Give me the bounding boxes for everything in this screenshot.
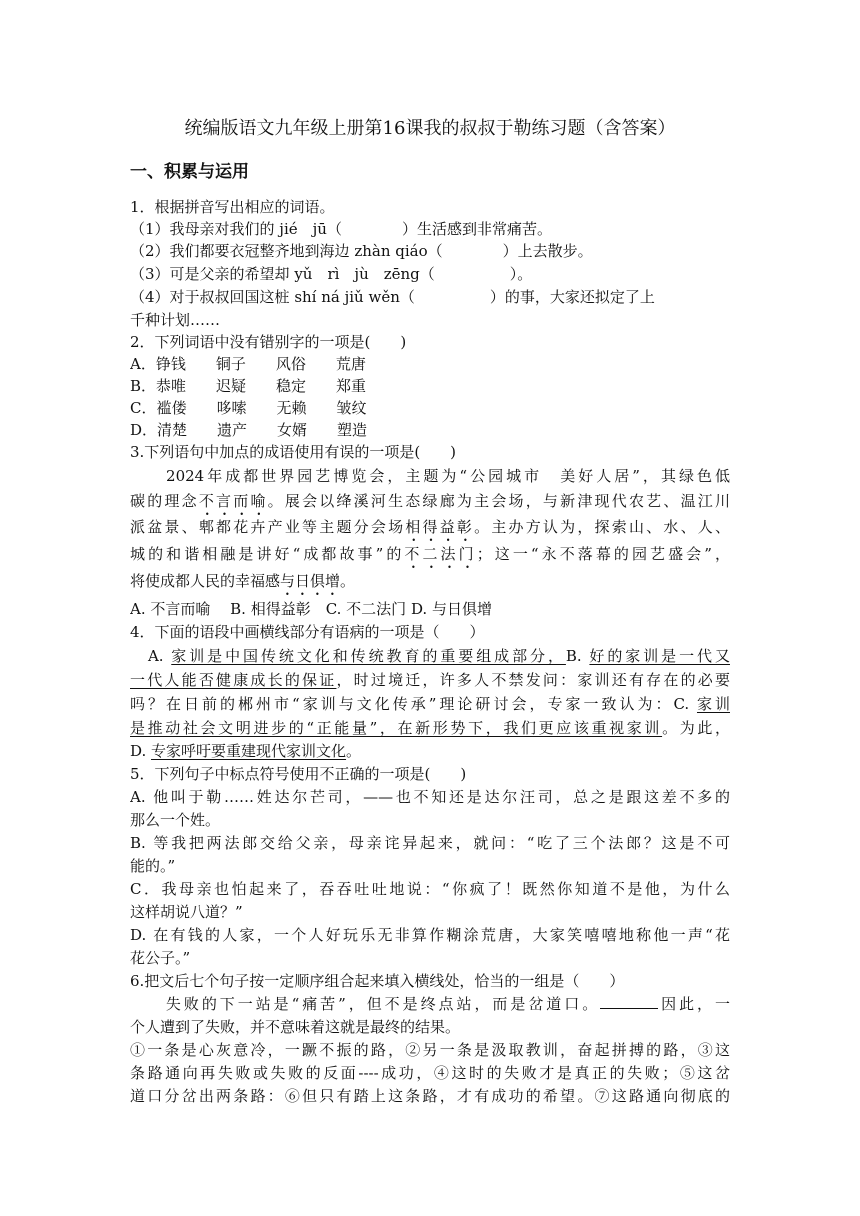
q4-line4: 是推动社会文明进步的“正能量”，在新形势下，我们更应该重视家训。为此， [130, 719, 730, 737]
fill-blank [600, 994, 658, 1009]
q5-option-b-line1: B. 等我把两法郎交给父亲，母亲诧异起来，就问：“吃了三个法郎？这是不可 [130, 834, 730, 852]
underlined-part-a: 家训是中国传统文化和传统教育的重要组成部分， [171, 647, 566, 665]
q5-option-c-line2: 这样胡说八道？” [130, 903, 243, 921]
q6-sentences-line2: 条路通向再失败或失败的反面----成功，④这时的失败才是真正的失败；⑤这岔 [130, 1064, 730, 1082]
q1-item-4-line2: 千种计划…… [130, 311, 221, 329]
q3-passage-line3: 派盆景、郫都花卉产业等主题分会场相得益彰。主办方认为，探索山、水、人、 [130, 518, 730, 536]
q5-option-a-line2: 那么一个姓。 [130, 811, 221, 829]
q2-option-b: B．恭唯 迟疑 稳定 郑重 [130, 377, 367, 395]
q1-item-2: （2）我们都要衣冠整齐地到海边 zhàn qiáo（ ）上去散步。 [130, 242, 593, 260]
q4-line1: A. 家训是中国传统文化和传统教育的重要组成部分，B. 好的家训是一代又 [130, 647, 730, 665]
section-heading: 一、积累与运用 [130, 162, 249, 182]
underlined-part-b1: 好的家训是一代又 [589, 647, 730, 665]
idiom-dotted-1: 不言而喻 [198, 492, 268, 510]
idiom-dotted-3: 不二法门 [404, 545, 477, 563]
q2-option-a: A．铮钱 铜子 风俗 荒唐 [130, 355, 366, 373]
q5-stem: 5．下列句子中标点符号使用不正确的一项是( ) [130, 765, 467, 783]
q4-line3: 吗？在日前的郴州市“家训与文化传承”理论研讨会，专家一致认为：C. 家训 [130, 695, 730, 713]
q1-item-1: （1）我母亲对我们的 jié jū（ ）生活感到非常痛苦。 [130, 220, 552, 238]
q5-option-b-line2: 能的。” [130, 857, 176, 875]
q5-option-d-line2: 花公子。” [130, 949, 191, 967]
q2-stem: 2．下列词语中没有错别字的一项是( ) [130, 333, 407, 351]
q3-stem: 3.下列语句中加点的成语使用有误的一项是( ) [130, 443, 457, 461]
underlined-part-d: 专家呼吁要重建现代家训文化 [151, 742, 347, 760]
idiom-dotted-2: 相得益彰 [405, 518, 475, 536]
q3-passage-line2: 碳的理念不言而喻。展会以绛溪河生态绿廊为主会场，与新津现代农艺、温江川 [130, 492, 730, 510]
q6-passage-line2: 个人遭到了失败，并不意味着这就是最终的结果。 [130, 1018, 461, 1036]
q5-option-d-line1: D. 在有钱的人家，一个人好玩乐无非算作糊涂荒唐，大家笑嘻嘻地称他一声“花 [130, 926, 730, 944]
q2-option-c: C．褴偻 哆嗦 无赖 皱纹 [130, 399, 367, 417]
q3-options: A. 不言而喻 B. 相得益彰 C. 不二法门 D. 与日俱增 [130, 600, 492, 618]
idiom-dotted-4: 与日俱增 [280, 572, 341, 590]
document-title: 统编版语文九年级上册第16课我的叔叔于勒练习题（含答案） [184, 118, 676, 139]
q5-option-a-line1: A. 他叫于勒……姓达尔芒司，——也不知还是达尔汪司，总之是跟这差不多的 [130, 788, 730, 806]
q4-stem: 4．下面的语段中画横线部分有语病的一项是（ ） [130, 623, 485, 641]
underlined-part-c2: 是推动社会文明进步的“正能量”，在新形势下，我们更应该重视家训 [130, 719, 663, 737]
q6-stem: 6.把文后七个句子按一定顺序组合起来填入横线处，恰当的一组是（ ） [130, 972, 625, 990]
underlined-part-c1: 家训 [696, 695, 730, 713]
q3-passage-line5: 将使成都人民的幸福感与日俱增。 [130, 572, 356, 590]
q2-option-d: D．清楚 遗产 女婿 塑造 [130, 421, 368, 439]
q6-sentences-line1: ①一条是心灰意冷，一蹶不振的路，②另一条是汲取教训，奋起拼搏的路，③这 [130, 1041, 730, 1059]
q3-passage-line4: 城的和谐相融是讲好“成都故事”的不二法门；这一“永不落幕的园艺盛会”， [130, 545, 730, 563]
q1-item-4-line1: （4）对于叔叔回国这桩 shí ná jiǔ wěn（ ）的事，大家还拟定了上 [130, 288, 655, 306]
q1-stem: 1．根据拼音写出相应的词语。 [130, 198, 335, 216]
q3-passage-line1: 2024年成都世界园艺博览会，主题为“公园城市 美好人居”，其绿色低 [130, 467, 730, 485]
underlined-part-b2: 一代人能否健康成长的保证 [130, 671, 337, 689]
q6-sentences-line3: 道口分岔出两条路：⑥但只有踏上这条路，才有成功的希望。⑦这路通向彻底的 [130, 1087, 730, 1105]
q5-option-c-line1: C．我母亲也怕起来了，吞吞吐吐地说：“你疯了！既然你知道不是他，为什么 [130, 880, 730, 898]
q4-line5: D. 专家呼吁要重建现代家训文化。 [130, 742, 362, 760]
q1-item-3: （3）可是父亲的希望却 yǔ rì jù zēng（ ）。 [130, 265, 533, 283]
q4-line2: 一代人能否健康成长的保证，时过境迁，许多人不禁发问：家训还有存在的必要 [130, 671, 730, 689]
q6-passage-line1: 失败的下一站是“痛苦”，但不是终点站，而是岔道口。 因此，一 [130, 995, 730, 1013]
